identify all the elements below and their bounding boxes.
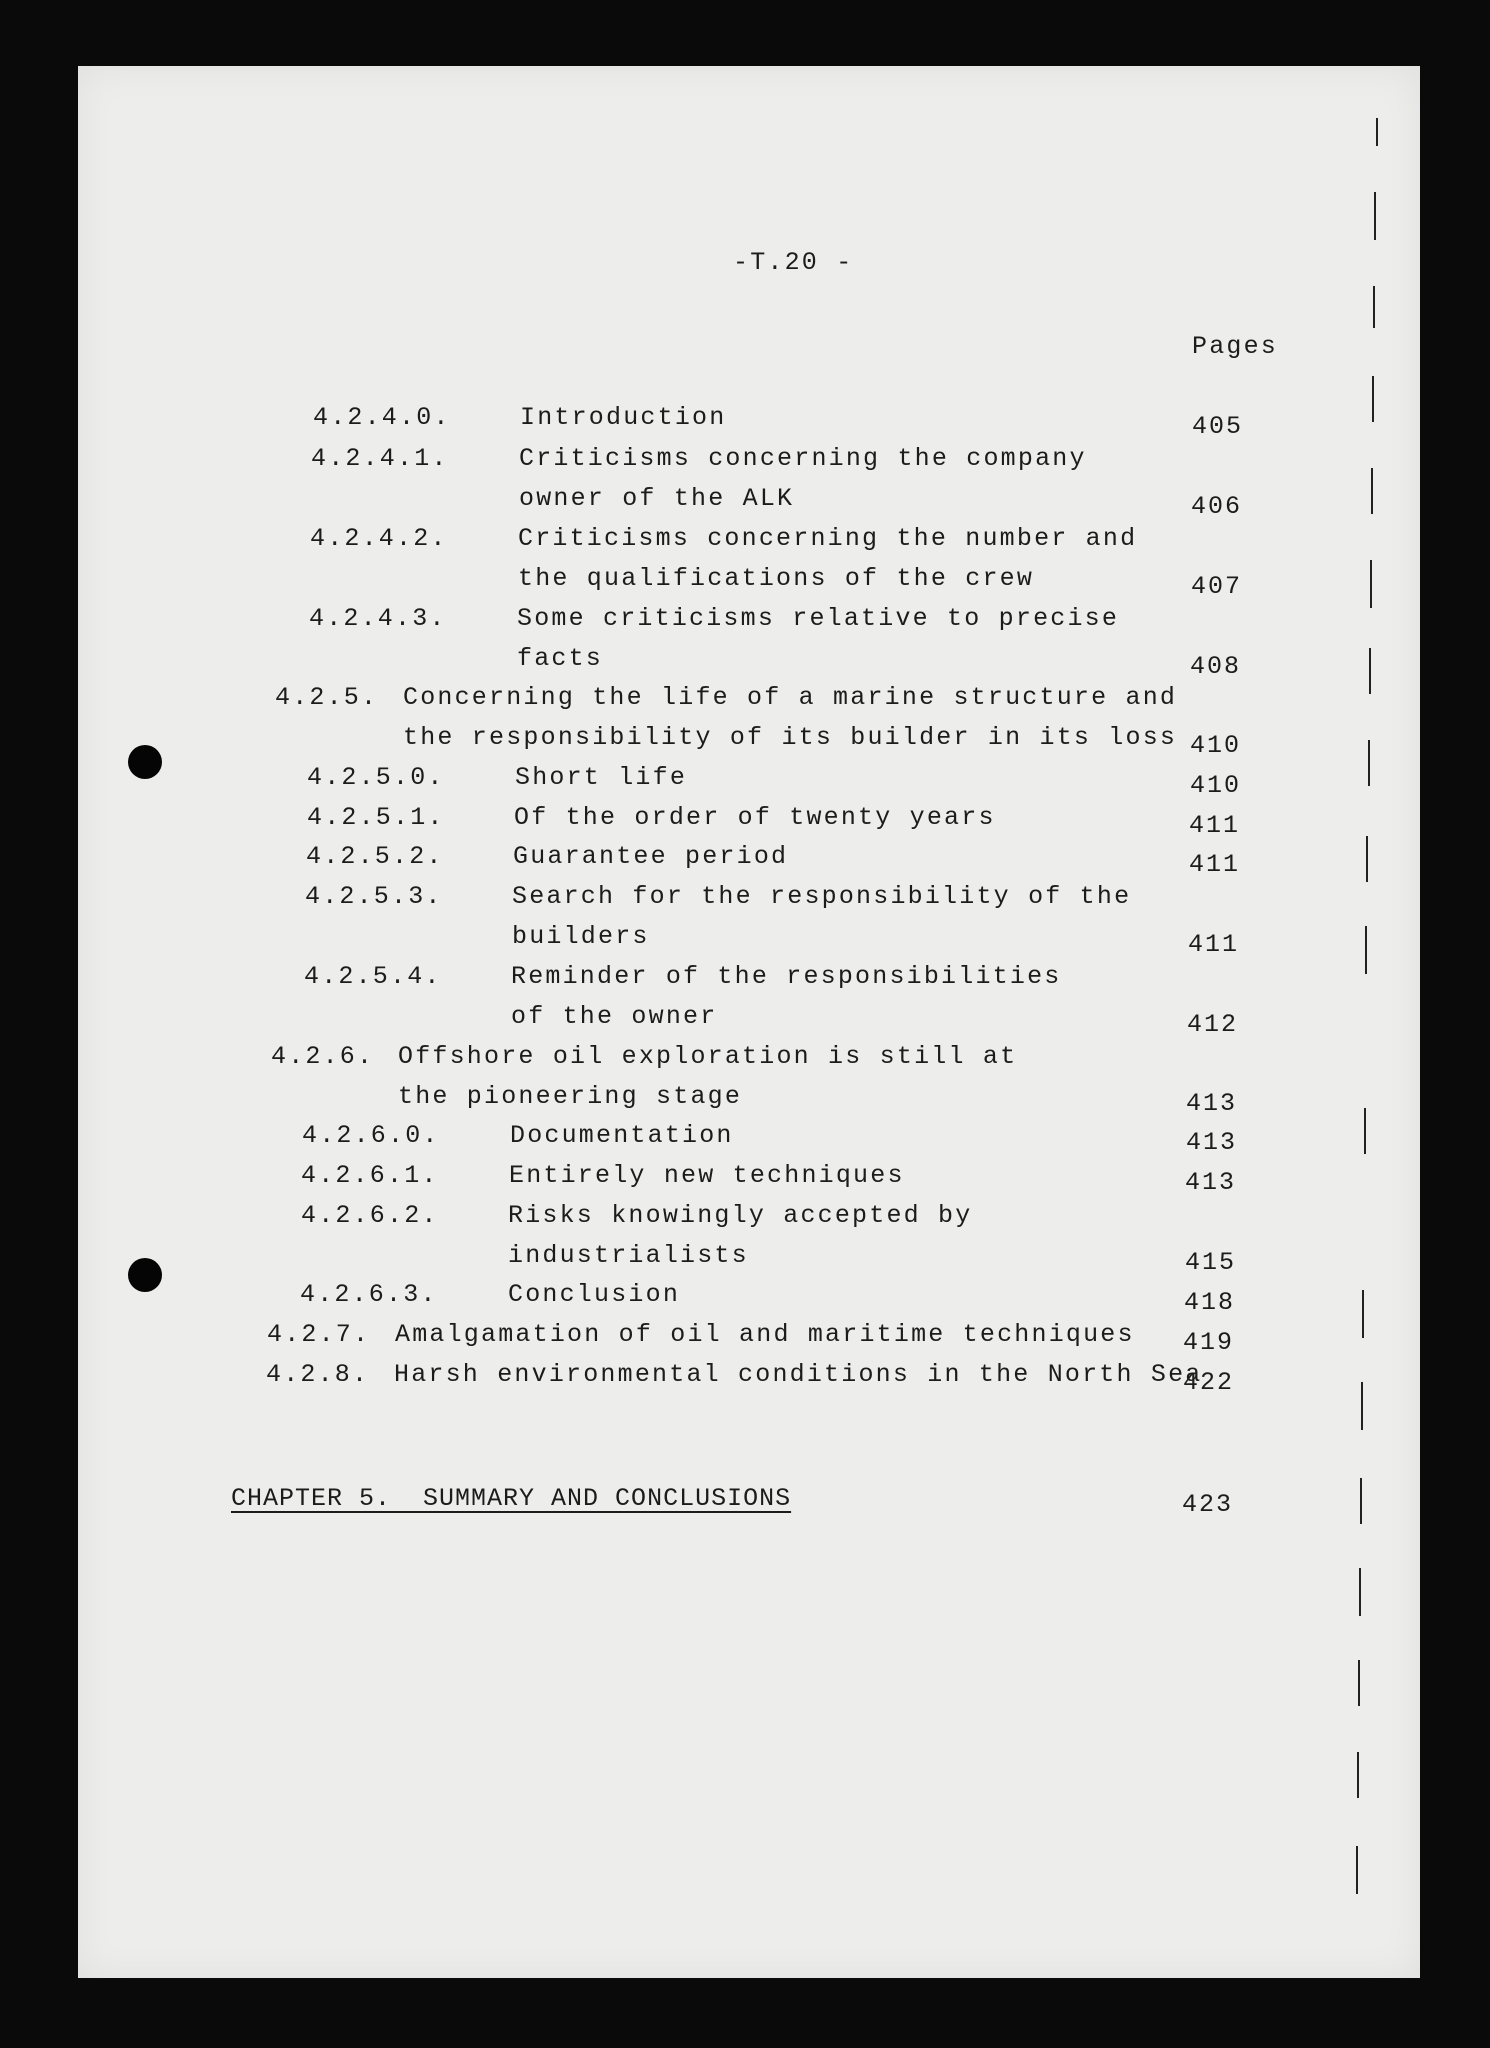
toc-entry-title-continued: builders xyxy=(512,922,650,951)
toc-entry-title-continued: the pioneering stage xyxy=(398,1082,743,1111)
toc-entry-page: 413 xyxy=(1185,1168,1237,1197)
toc-entry-title-continued: of the owner xyxy=(511,1002,718,1031)
toc-entry-title: Conclusion xyxy=(508,1280,681,1309)
toc-entry-number: 4.2.5.2. xyxy=(306,842,444,871)
chapter-heading: CHAPTER 5. SUMMARY AND CONCLUSIONS xyxy=(231,1484,792,1513)
toc-entry-page: 413 xyxy=(1186,1128,1238,1157)
toc-entry-page: 411 xyxy=(1189,850,1241,879)
toc-entry-number: 4.2.5.3. xyxy=(305,882,443,911)
toc-entry-number: 4.2.6.1. xyxy=(301,1161,439,1190)
toc-entry-title: Offshore oil exploration is still at xyxy=(398,1042,1018,1071)
scan-border xyxy=(0,1978,1490,2048)
toc-entry-number: 4.2.6.2. xyxy=(301,1201,439,1230)
punch-hole xyxy=(128,745,162,779)
toc-entry-title-continued: industrialists xyxy=(508,1241,749,1270)
toc-entry-page: 410 xyxy=(1190,771,1242,800)
toc-entry-page: 422 xyxy=(1183,1368,1235,1397)
page-header: -T.20 - xyxy=(733,248,854,277)
chapter-page: 423 xyxy=(1182,1490,1234,1519)
toc-entry-page: 419 xyxy=(1183,1328,1235,1357)
toc-entry-number: 4.2.7. xyxy=(267,1320,371,1349)
toc-entry-page: 418 xyxy=(1184,1288,1236,1317)
toc-entry-title: Entirely new techniques xyxy=(509,1161,905,1190)
toc-entry-number: 4.2.4.0. xyxy=(313,403,451,432)
toc-entry-title-continued: facts xyxy=(517,644,604,673)
toc-entry-title-continued: owner of the ALK xyxy=(519,484,795,513)
toc-entry-page: 412 xyxy=(1187,1010,1239,1039)
toc-entry-title: Harsh environmental conditions in the North Sea xyxy=(394,1360,1203,1389)
toc-entry-page: 405 xyxy=(1192,412,1244,441)
toc-entry-number: 4.2.5.0. xyxy=(307,763,445,792)
toc-entry-page: 407 xyxy=(1191,572,1243,601)
toc-entry-title: Introduction xyxy=(520,403,727,432)
toc-entry-title: Documentation xyxy=(510,1121,734,1150)
toc-entry-title: Short life xyxy=(515,763,688,792)
toc-entry-title: Amalgamation of oil and maritime techniques xyxy=(395,1320,1135,1349)
toc-entry-title: Search for the responsibility of the xyxy=(512,882,1132,911)
toc-entry-page: 406 xyxy=(1191,492,1243,521)
toc-entry-page: 413 xyxy=(1186,1089,1238,1118)
toc-entry-title: Criticisms concerning the company xyxy=(519,444,1087,473)
toc-entry-title: Guarantee period xyxy=(513,842,789,871)
toc-entry-number: 4.2.6.3. xyxy=(300,1280,438,1309)
pages-column-label: Pages xyxy=(1192,332,1279,361)
toc-entry-page: 408 xyxy=(1190,652,1242,681)
toc-entry-page: 411 xyxy=(1189,811,1241,840)
toc-entry-number: 4.2.4.3. xyxy=(309,604,447,633)
toc-entry-number: 4.2.4.1. xyxy=(311,444,449,473)
toc-entry-title: Criticisms concerning the number and xyxy=(518,524,1138,553)
toc-entry-page: 411 xyxy=(1188,930,1240,959)
toc-entry-number: 4.2.5.4. xyxy=(304,962,442,991)
toc-entry-number: 4.2.4.2. xyxy=(310,524,448,553)
toc-entry-title: Some criticisms relative to precise xyxy=(517,604,1120,633)
toc-entry-title: Risks knowingly accepted by xyxy=(508,1201,973,1230)
toc-entry-page: 410 xyxy=(1190,731,1242,760)
toc-entry-title-continued: the responsibility of its builder in its loss xyxy=(403,723,1178,752)
toc-entry-number: 4.2.5. xyxy=(275,683,379,712)
toc-entry-number: 4.2.6. xyxy=(271,1042,375,1071)
toc-entry-number: 4.2.5.1. xyxy=(307,803,445,832)
toc-entry-title: Reminder of the responsibilities xyxy=(511,962,1062,991)
punch-hole xyxy=(128,1258,162,1292)
toc-entry-title: Concerning the life of a marine structure and xyxy=(403,683,1178,712)
toc-entry-number: 4.2.6.0. xyxy=(302,1121,440,1150)
toc-entry-number: 4.2.8. xyxy=(266,1360,370,1389)
toc-entry-title-continued: the qualifications of the crew xyxy=(518,564,1035,593)
document-page xyxy=(78,66,1420,1978)
toc-entry-title: Of the order of twenty years xyxy=(514,803,996,832)
toc-entry-page: 415 xyxy=(1185,1248,1237,1277)
